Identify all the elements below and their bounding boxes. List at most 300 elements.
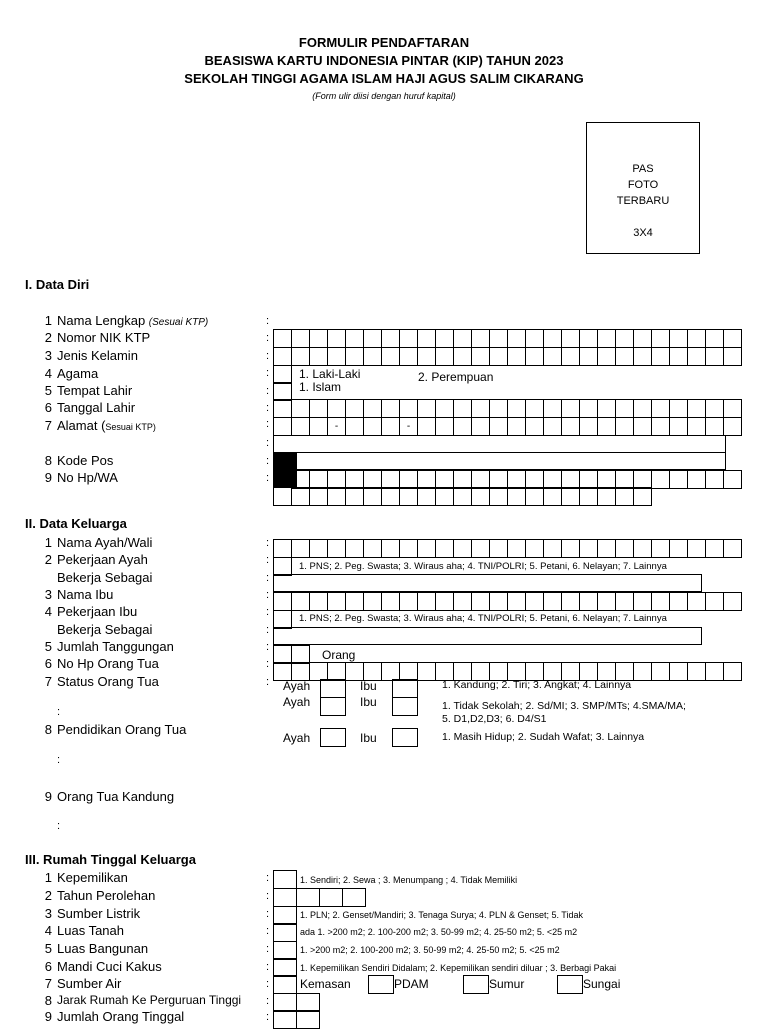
input-cell[interactable]	[417, 592, 436, 611]
input-cell[interactable]	[309, 592, 328, 611]
input-cell[interactable]	[363, 417, 382, 436]
water-river-box[interactable]	[557, 975, 583, 994]
input-cell[interactable]	[273, 399, 292, 418]
colon: :	[266, 908, 270, 920]
address-input[interactable]	[273, 435, 726, 453]
input-cell[interactable]	[633, 399, 652, 418]
input-cell[interactable]	[435, 417, 454, 436]
input-cell[interactable]	[435, 399, 454, 418]
photo-label: PAS	[632, 163, 654, 175]
input-cell[interactable]	[651, 470, 670, 489]
input-cell[interactable]	[615, 487, 634, 506]
input-cell[interactable]	[291, 329, 310, 348]
input-cell[interactable]	[381, 329, 400, 348]
input-cell[interactable]	[435, 329, 454, 348]
input-cell[interactable]	[399, 347, 418, 366]
input-cell[interactable]	[705, 347, 724, 366]
input-cell[interactable]	[633, 347, 652, 366]
input-cell[interactable]	[597, 329, 616, 348]
gender-choice-cell[interactable]	[273, 365, 291, 383]
input-cell[interactable]	[633, 329, 652, 348]
input-cell[interactable]	[471, 399, 490, 418]
input-cell[interactable]	[345, 592, 364, 611]
water-option: Kemasan	[300, 977, 351, 991]
mother-job-choice[interactable]	[273, 610, 291, 628]
father-status-box[interactable]	[320, 679, 346, 698]
input-cell[interactable]	[525, 592, 544, 611]
input-cell[interactable]	[543, 539, 562, 558]
input-cell[interactable]	[669, 417, 688, 436]
field-number: 3	[44, 587, 52, 602]
input-cell[interactable]	[417, 347, 436, 366]
alive-options: 1. Masih Hidup; 2. Sudah Wafat; 3. Lainnya	[442, 731, 645, 743]
input-cell[interactable]	[471, 487, 490, 506]
field-label-distance: Jarak Rumah Ke Perguruan Tinggi	[57, 993, 242, 1007]
input-cell[interactable]	[561, 399, 580, 418]
colon: :	[266, 995, 270, 1007]
input-cell[interactable]	[309, 487, 328, 506]
field-label-power-source: Sumber Listrik	[57, 906, 141, 921]
father-education-box[interactable]	[320, 697, 346, 716]
input-cell[interactable]	[291, 487, 310, 506]
mother-label: Ibu	[360, 695, 377, 709]
input-cell[interactable]	[399, 399, 418, 418]
input-cell[interactable]	[309, 347, 328, 366]
mother-name-cells[interactable]	[273, 592, 741, 610]
input-cell[interactable]	[435, 539, 454, 558]
input-cell[interactable]	[345, 329, 364, 348]
input-cell[interactable]	[579, 539, 598, 558]
colon: :	[57, 706, 61, 718]
input-cell[interactable]	[723, 329, 742, 348]
water-pdam-box[interactable]	[368, 975, 394, 994]
input-cell[interactable]	[399, 329, 418, 348]
input-cell[interactable]	[525, 347, 544, 366]
field-label-nik: Nomor NIK KTP	[57, 330, 151, 345]
input-cell[interactable]	[363, 399, 382, 418]
input-cell[interactable]	[633, 592, 652, 611]
input-cell[interactable]	[561, 329, 580, 348]
input-cell[interactable]	[453, 592, 472, 611]
input-cell[interactable]	[381, 399, 400, 418]
input-cell[interactable]	[345, 399, 364, 418]
household-size-cells[interactable]	[273, 1010, 319, 1028]
field-label-birthplace: Tempat Lahir	[57, 383, 133, 398]
field-number: 2	[44, 552, 52, 567]
input-cell[interactable]	[561, 487, 580, 506]
input-cell[interactable]	[381, 347, 400, 366]
input-cell[interactable]	[597, 539, 616, 558]
input-cell[interactable]	[543, 487, 562, 506]
colon: :	[266, 961, 270, 973]
religion-choice-cell[interactable]	[273, 382, 291, 400]
colon: :	[266, 537, 270, 549]
input-cell[interactable]	[273, 592, 292, 611]
input-cell[interactable]	[525, 539, 544, 558]
input-cell[interactable]	[579, 399, 598, 418]
input-cell[interactable]	[327, 539, 346, 558]
acquisition-year-cells[interactable]	[273, 888, 365, 906]
colon: :	[266, 437, 270, 449]
input-cell[interactable]	[669, 347, 688, 366]
father-job-choice[interactable]	[273, 557, 291, 575]
sanitation-choice[interactable]	[273, 958, 296, 976]
input-cell[interactable]	[687, 417, 706, 436]
input-cell[interactable]	[273, 1010, 297, 1029]
input-cell[interactable]	[489, 539, 508, 558]
input-cell[interactable]	[723, 662, 742, 681]
water-option: PDAM	[394, 977, 429, 991]
input-cell[interactable]	[291, 539, 310, 558]
input-cell[interactable]	[471, 417, 490, 436]
input-cell[interactable]	[327, 487, 346, 506]
input-cell[interactable]	[687, 399, 706, 418]
input-cell[interactable]	[435, 347, 454, 366]
input-cell[interactable]	[417, 539, 436, 558]
input-cell[interactable]	[723, 399, 742, 418]
input-cell[interactable]	[615, 399, 634, 418]
colon: :	[266, 589, 270, 601]
education-options: 1. Tidak Sekolah; 2. Sd/MI; 3. SMP/MTs; 4.SMA/MA;	[442, 700, 686, 712]
input-cell[interactable]	[633, 539, 652, 558]
input-cell[interactable]	[399, 487, 418, 506]
photo-placeholder[interactable]	[586, 122, 700, 254]
input-cell[interactable]	[273, 329, 292, 348]
power-options: 1. PLN; 2. Genset/Mandiri; 3. Tenaga Surya; 4. PLN & Genset; 5. Tidak	[300, 910, 583, 920]
input-cell[interactable]	[597, 399, 616, 418]
input-cell[interactable]	[669, 592, 688, 611]
water-well-box[interactable]	[463, 975, 489, 994]
field-label-postcode: Kode Pos	[57, 453, 114, 468]
input-cell[interactable]	[296, 1010, 320, 1029]
input-cell[interactable]	[471, 329, 490, 348]
input-cell[interactable]	[489, 347, 508, 366]
field-label-parent-phone: No Hp Orang Tua	[57, 656, 159, 671]
field-label-acquisition-year: Tahun Perolehan	[57, 888, 156, 903]
field-number: 3	[44, 348, 52, 363]
input-cell[interactable]	[273, 888, 297, 907]
field-number: 4	[44, 604, 52, 619]
field-number: 7	[44, 418, 52, 433]
input-cell[interactable]	[291, 592, 310, 611]
colon: :	[266, 572, 270, 584]
form-title: FORMULIR PENDAFTARAN	[298, 35, 470, 50]
input-cell[interactable]	[579, 417, 598, 436]
input-cell[interactable]	[543, 347, 562, 366]
field-number: 4	[44, 366, 52, 381]
input-cell[interactable]	[471, 592, 490, 611]
input-cell[interactable]	[633, 417, 652, 436]
input-cell[interactable]	[453, 399, 472, 418]
father-alive-box[interactable]	[320, 728, 346, 747]
input-cell[interactable]	[345, 347, 364, 366]
field-label-gender: Jenis Kelamin	[57, 348, 138, 363]
field-number: 6	[44, 656, 52, 671]
input-cell[interactable]	[381, 539, 400, 558]
input-cell[interactable]	[687, 347, 706, 366]
input-cell[interactable]	[597, 347, 616, 366]
colon: :	[266, 332, 270, 344]
colon: :	[266, 943, 270, 955]
input-cell[interactable]	[723, 347, 742, 366]
field-number: 2	[44, 888, 52, 903]
input-cell[interactable]	[615, 347, 634, 366]
input-cell[interactable]	[579, 592, 598, 611]
dependents-unit: Orang	[322, 648, 356, 662]
input-cell[interactable]	[561, 539, 580, 558]
input-cell[interactable]	[453, 329, 472, 348]
status-options: 1. Kandung; 2. Tiri; 3. Angkat; 4. Lainnya	[442, 679, 632, 691]
input-cell[interactable]	[453, 347, 472, 366]
date-separator: -	[327, 417, 346, 436]
input-cell[interactable]	[417, 329, 436, 348]
father-name-cells[interactable]	[273, 539, 741, 557]
input-cell[interactable]	[327, 329, 346, 348]
mother-status-box[interactable]	[392, 679, 418, 698]
input-cell[interactable]	[651, 329, 670, 348]
field-label-ownership: Kepemilikan	[57, 870, 128, 885]
input-cell[interactable]	[489, 487, 508, 506]
input-cell[interactable]	[291, 399, 310, 418]
input-cell[interactable]	[363, 592, 382, 611]
input-cell[interactable]	[273, 417, 292, 436]
mother-education-box[interactable]	[392, 697, 418, 716]
input-cell[interactable]	[651, 539, 670, 558]
input-cell[interactable]	[381, 592, 400, 611]
colon: :	[266, 367, 270, 379]
field-label-father-name: Nama Ayah/Wali	[57, 535, 153, 550]
phone-input-cells[interactable]	[273, 470, 741, 488]
ownership-choice[interactable]	[273, 870, 296, 888]
input-cell[interactable]	[543, 329, 562, 348]
input-cell[interactable]	[319, 888, 343, 907]
input-cell[interactable]	[687, 470, 706, 489]
phone-input-cells[interactable]	[273, 487, 651, 505]
input-cell[interactable]	[525, 399, 544, 418]
input-cell[interactable]	[705, 329, 724, 348]
building-options: 1. >200 m2; 2. 100-200 m2; 3. 50-99 m2; 4. 25-50 m2; 5. <25 m2	[300, 945, 560, 955]
birthdate-input-cells[interactable]	[273, 417, 741, 435]
input-cell[interactable]	[687, 539, 706, 558]
input-cell[interactable]	[489, 399, 508, 418]
input-cell[interactable]	[723, 592, 742, 611]
education-options: 5. D1,D2,D3; 6. D4/S1	[442, 713, 547, 725]
input-cell[interactable]	[309, 329, 328, 348]
input-cell[interactable]	[651, 417, 670, 436]
input-cell[interactable]	[597, 487, 616, 506]
input-cell[interactable]	[651, 592, 670, 611]
input-cell[interactable]	[669, 539, 688, 558]
religion-option: 1. Islam	[299, 380, 342, 394]
input-cell[interactable]	[705, 592, 724, 611]
input-cell[interactable]	[723, 539, 742, 558]
input-cell[interactable]	[342, 888, 366, 907]
input-cell[interactable]	[309, 417, 328, 436]
input-cell[interactable]	[345, 539, 364, 558]
nik-input-cells[interactable]	[273, 347, 741, 365]
input-cell[interactable]	[633, 487, 652, 506]
input-cell[interactable]	[471, 539, 490, 558]
colon: :	[266, 606, 270, 618]
input-cell[interactable]	[633, 662, 652, 681]
input-cell[interactable]	[489, 592, 508, 611]
input-cell[interactable]	[579, 347, 598, 366]
input-cell[interactable]	[705, 662, 724, 681]
input-cell[interactable]	[489, 329, 508, 348]
input-cell[interactable]	[507, 329, 526, 348]
father-label: Ayah	[283, 731, 311, 745]
field-number: 9	[44, 789, 52, 804]
section-title: III. Rumah Tinggal Keluarga	[25, 852, 196, 867]
field-label-mother-name: Nama Ibu	[57, 587, 114, 602]
input-cell[interactable]	[597, 417, 616, 436]
input-cell[interactable]	[669, 399, 688, 418]
water-choice[interactable]	[273, 975, 296, 993]
input-cell[interactable]	[615, 329, 634, 348]
input-cell[interactable]	[723, 470, 742, 489]
input-cell[interactable]	[291, 417, 310, 436]
input-cell[interactable]	[381, 417, 400, 436]
input-cell[interactable]	[273, 539, 292, 558]
input-cell[interactable]	[579, 329, 598, 348]
land-options: ada 1. >200 m2; 2. 100-200 m2; 3. 50-99 m2; 4. 25-50 m2; 5. <25 m2	[300, 927, 578, 937]
father-work-input[interactable]	[273, 574, 702, 592]
field-label-full-name: Nama Lengkap (Sesuai KTP)	[57, 313, 209, 328]
input-cell[interactable]	[309, 399, 328, 418]
input-cell[interactable]	[561, 347, 580, 366]
input-cell[interactable]	[507, 347, 526, 366]
power-choice[interactable]	[273, 906, 296, 924]
input-cell[interactable]	[669, 329, 688, 348]
input-cell[interactable]	[525, 417, 544, 436]
input-cell[interactable]	[345, 417, 364, 436]
input-cell[interactable]	[417, 662, 436, 681]
input-cell[interactable]	[417, 417, 436, 436]
colon: :	[266, 624, 270, 636]
colon: :	[266, 872, 270, 884]
water-option: Sumur	[489, 977, 525, 991]
input-cell[interactable]	[651, 662, 670, 681]
colon: :	[266, 658, 270, 670]
input-cell[interactable]	[723, 417, 742, 436]
field-number: 3	[44, 906, 52, 921]
input-cell[interactable]	[471, 347, 490, 366]
colon: :	[266, 315, 270, 327]
input-cell[interactable]	[273, 487, 292, 506]
field-label-mother-job: Pekerjaan Ibu	[57, 604, 138, 619]
mother-work-input[interactable]	[273, 627, 702, 645]
input-cell[interactable]	[669, 662, 688, 681]
input-cell[interactable]	[399, 592, 418, 611]
input-cell[interactable]	[669, 470, 688, 489]
input-cell[interactable]	[453, 487, 472, 506]
input-cell[interactable]	[435, 592, 454, 611]
date-separator: -	[399, 417, 418, 436]
field-number: 6	[44, 959, 52, 974]
input-cell[interactable]	[363, 347, 382, 366]
field-label-building-area: Luas Bangunan	[57, 941, 149, 956]
input-cell[interactable]	[705, 399, 724, 418]
input-cell[interactable]	[417, 487, 436, 506]
input-cell[interactable]	[453, 417, 472, 436]
distance-cells[interactable]	[273, 993, 319, 1011]
colon: :	[57, 820, 61, 832]
input-cell[interactable]	[435, 487, 454, 506]
input-cell[interactable]	[417, 399, 436, 418]
land-choice[interactable]	[273, 923, 296, 941]
input-cell[interactable]	[273, 347, 292, 366]
photo-label: TERBARU	[616, 195, 670, 207]
input-cell[interactable]	[345, 487, 364, 506]
building-choice[interactable]	[273, 941, 296, 959]
input-cell[interactable]	[651, 399, 670, 418]
nik-input-cells[interactable]	[273, 329, 741, 347]
input-cell[interactable]	[705, 539, 724, 558]
colon: :	[266, 350, 270, 362]
input-cell[interactable]	[597, 592, 616, 611]
input-cell[interactable]	[507, 399, 526, 418]
parent-phone-cells[interactable]	[273, 662, 741, 680]
input-cell[interactable]	[543, 592, 562, 611]
input-cell[interactable]	[327, 347, 346, 366]
mother-alive-box[interactable]	[392, 728, 418, 747]
input-cell[interactable]	[561, 417, 580, 436]
input-cell[interactable]	[399, 539, 418, 558]
input-cell[interactable]	[651, 347, 670, 366]
input-cell[interactable]	[507, 539, 526, 558]
input-cell[interactable]	[273, 923, 297, 942]
input-cell[interactable]	[705, 470, 724, 489]
input-cell[interactable]	[507, 487, 526, 506]
input-cell[interactable]	[507, 417, 526, 436]
input-cell[interactable]	[489, 417, 508, 436]
input-cell[interactable]	[561, 592, 580, 611]
input-cell[interactable]	[296, 888, 320, 907]
input-cell[interactable]	[363, 539, 382, 558]
input-cell[interactable]	[327, 399, 346, 418]
input-cell[interactable]	[309, 539, 328, 558]
birthplace-input-cells[interactable]	[273, 399, 741, 417]
input-cell[interactable]	[363, 329, 382, 348]
input-cell[interactable]	[291, 347, 310, 366]
input-cell[interactable]	[705, 417, 724, 436]
colon: :	[266, 385, 270, 397]
input-cell[interactable]	[507, 592, 526, 611]
input-cell[interactable]	[687, 592, 706, 611]
dependents-cells[interactable]	[273, 645, 309, 663]
input-cell[interactable]	[525, 329, 544, 348]
field-number: 9	[44, 470, 52, 485]
input-cell[interactable]	[543, 417, 562, 436]
input-cell[interactable]	[687, 329, 706, 348]
input-cell[interactable]	[273, 975, 297, 994]
input-cell[interactable]	[615, 592, 634, 611]
input-cell[interactable]	[543, 399, 562, 418]
input-cell[interactable]	[453, 539, 472, 558]
input-cell[interactable]	[615, 417, 634, 436]
address-input[interactable]	[273, 452, 726, 470]
input-cell[interactable]	[687, 662, 706, 681]
input-cell[interactable]	[615, 539, 634, 558]
input-cell[interactable]	[579, 487, 598, 506]
input-cell[interactable]	[525, 487, 544, 506]
input-cell[interactable]	[381, 487, 400, 506]
field-number: 1	[44, 870, 52, 885]
input-cell[interactable]	[273, 870, 297, 889]
input-cell[interactable]	[327, 592, 346, 611]
field-number: 8	[44, 722, 52, 737]
input-cell[interactable]	[363, 487, 382, 506]
